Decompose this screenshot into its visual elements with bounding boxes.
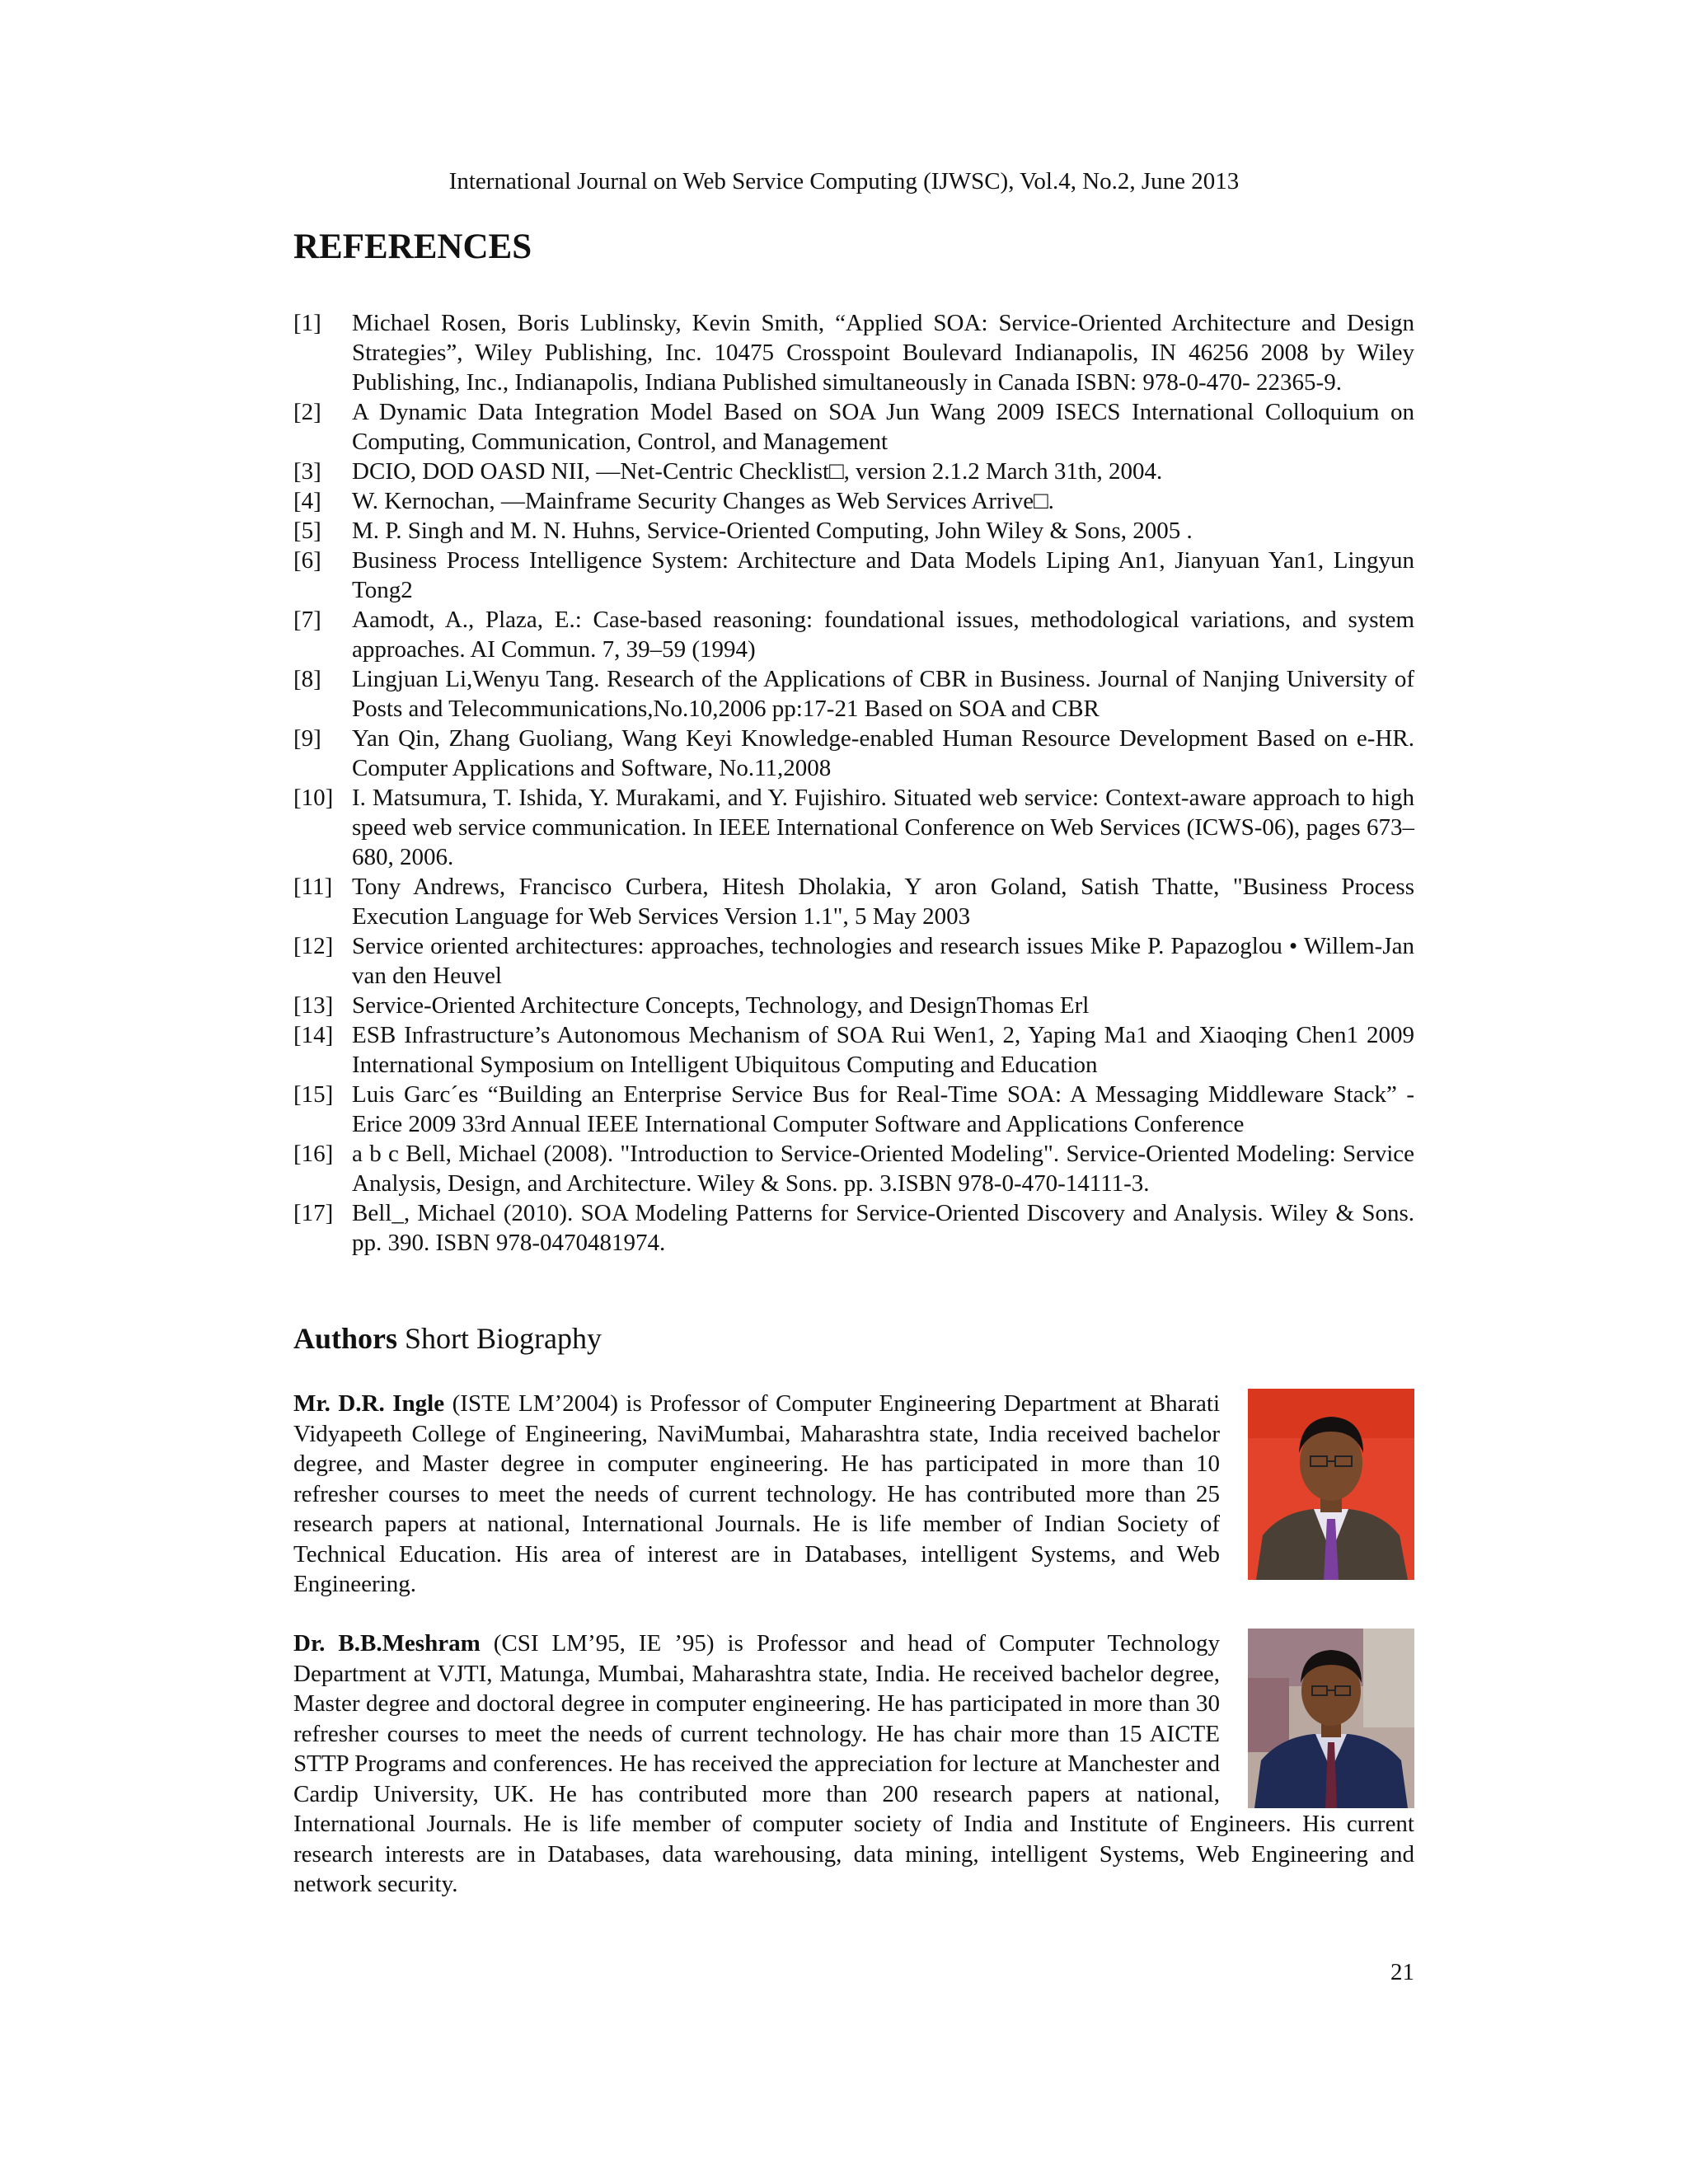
reference-number: [3] bbox=[293, 458, 321, 485]
reference-list bbox=[293, 308, 1414, 1258]
reference-number: [11] bbox=[293, 874, 333, 900]
reference-text: Bell_, Michael (2010). SOA Modeling Patterns for Service-Oriented Discovery and Analysis. Wiley & Sons. pp. 390. ISBN 978-0470481974. bbox=[352, 1200, 1414, 1256]
reference-number: [5] bbox=[293, 518, 321, 544]
biography-heading bbox=[293, 1319, 602, 1358]
reference-text: I. Matsumura, T. Ishida, Y. Murakami, and Y. Fujishiro. Situated web service: Context-aware approach to high speed web service communication. In IEEE International Conference on Web Services (ICWS-06), pages 673–680, 2006. bbox=[352, 785, 1414, 870]
reference-item bbox=[293, 1020, 1414, 1080]
author-name-ingle: Mr. D.R. Ingle bbox=[293, 1390, 445, 1417]
author-photo-ingle bbox=[1248, 1389, 1414, 1580]
reference-text: ESB Infrastructure’s Autonomous Mechanism of SOA Rui Wen1, 2, Yaping Ma1 and Xiaoqing Chen1 2009 International Symposium on Intelligent Ubiquitous Computing and Education bbox=[352, 1022, 1414, 1078]
reference-number: [9] bbox=[293, 725, 321, 752]
reference-item bbox=[293, 457, 1414, 486]
reference-item bbox=[293, 308, 1414, 397]
reference-text: Aamodt, A., Plaza, E.: Case-based reasoning: foundational issues, methodological variations, and system approaches. AI Commun. 7, 39–59 (1994) bbox=[352, 607, 1414, 663]
reference-item bbox=[293, 605, 1414, 664]
reference-item bbox=[293, 1198, 1414, 1258]
reference-item bbox=[293, 546, 1414, 605]
reference-number: [16] bbox=[293, 1141, 334, 1167]
reference-number: [14] bbox=[293, 1022, 334, 1048]
reference-item bbox=[293, 783, 1414, 872]
biography-heading-rest: Short Biography bbox=[397, 1322, 603, 1355]
reference-text: W. Kernochan, ―Mainframe Security Changes as Web Services Arrive□. bbox=[352, 488, 1054, 514]
author-text-ingle: (ISTE LM’2004) is Professor of Computer Engineering Department at Bharati Vidyapeeth College of Engineering, NaviMumbai, Maharashtra state, India received bachelor degree, and Master degree in computer engineering. He has participated in more than 10 refresher courses to meet the needs of current technology. He has contributed more than 25 research papers at national, International Journals. He is life member of Indian Society of Technical Education. His area of interest are in Databases, intelligent Systems, and Web Engineering. bbox=[293, 1390, 1221, 1597]
reference-number: [2] bbox=[293, 399, 321, 425]
reference-item bbox=[293, 516, 1414, 546]
reference-item bbox=[293, 872, 1414, 931]
reference-number: [6] bbox=[293, 547, 321, 574]
author-bio-ingle bbox=[293, 1389, 1414, 1600]
reference-item bbox=[293, 397, 1414, 457]
reference-number: [12] bbox=[293, 933, 334, 959]
author-text-meshram: (CSI LM’95, IE ’95) is Professor and head of Computer Technology Department at VJTI, Matunga, Mumbai, Maharashtra state, India. He received bachelor degree, Master degree and doctoral degree in computer engineering. He has participated in more than 30 refresher courses to meet the needs of current technology. He has chair more than 15 AICTE STTP Programs and conferences. He has received the appreciation for lecture at Manchester and Cardip University, UK. He has contributed more than 200 research papers at national, International Journals. He is life member of computer society of India and Institute of Engineers. His current research interests are in Databases, data warehousing, data mining, intelligent Systems, Web Engineering and network security. bbox=[293, 1630, 1414, 1897]
references-heading: REFERENCES bbox=[293, 227, 532, 266]
reference-item bbox=[293, 724, 1414, 783]
reference-item bbox=[293, 486, 1414, 516]
reference-number: [7] bbox=[293, 607, 321, 633]
reference-text: A Dynamic Data Integration Model Based on SOA Jun Wang 2009 ISECS International Colloquium on Computing, Communication, Control, and Management bbox=[352, 399, 1414, 455]
author-bio-meshram bbox=[293, 1629, 1414, 1900]
reference-number: [17] bbox=[293, 1200, 334, 1226]
reference-text: a b c Bell, Michael (2008). "Introduction to Service-Oriented Modeling". Service-Oriented Modeling: Service Analysis, Design, and Architecture. Wiley & Sons. pp. 3.ISBN 978-0-470-14111-3. bbox=[352, 1141, 1414, 1197]
reference-text: Service oriented architectures: approaches, technologies and research issues Mike P. Papazoglou • Willem-Jan van den Heuvel bbox=[352, 933, 1414, 989]
running-header: International Journal on Web Service Computing (IJWSC), Vol.4, No.2, June 2013 bbox=[448, 168, 1240, 194]
reference-number: [1] bbox=[293, 310, 321, 336]
biography-heading-bold: Authors bbox=[293, 1322, 398, 1355]
reference-item bbox=[293, 664, 1414, 724]
reference-number: [13] bbox=[293, 992, 334, 1019]
reference-item bbox=[293, 991, 1414, 1020]
reference-text: Yan Qin, Zhang Guoliang, Wang Keyi Knowledge-enabled Human Resource Development Based on e-HR. Computer Applications and Software, No.11,2008 bbox=[352, 725, 1414, 781]
reference-text: DCIO, DOD OASD NII, ―Net-Centric Checklist□, version 2.1.2 March 31th, 2004. bbox=[352, 458, 1163, 485]
reference-text: Tony Andrews, Francisco Curbera, Hitesh Dholakia, Y aron Goland, Satish Thatte, "Business Process Execution Language for Web Services Version 1.1", 5 May 2003 bbox=[352, 874, 1414, 930]
reference-text: Michael Rosen, Boris Lublinsky, Kevin Smith, “Applied SOA: Service-Oriented Architecture and Design Strategies”, Wiley Publishing, Inc. 10475 Crosspoint Boulevard Indianapolis, IN 46256 2008 by Wiley Publishing, Inc., Indianapolis, Indiana Published simultaneously in Canada ISBN: 978-0-470- 22365-9. bbox=[352, 310, 1414, 396]
reference-number: [4] bbox=[293, 488, 321, 514]
reference-number: [15] bbox=[293, 1081, 334, 1108]
reference-text: Service-Oriented Architecture Concepts, Technology, and DesignThomas Erl bbox=[352, 992, 1090, 1019]
author-photo-meshram bbox=[1248, 1629, 1414, 1808]
reference-item bbox=[293, 1139, 1414, 1198]
author-name-meshram: Dr. B.B.Meshram bbox=[293, 1630, 481, 1657]
reference-item bbox=[293, 931, 1414, 991]
reference-number: [8] bbox=[293, 666, 321, 692]
reference-text: Lingjuan Li,Wenyu Tang. Research of the Applications of CBR in Business. Journal of Nanjing University of Posts and Telecommunications,No.10,2006 pp:17-21 Based on SOA and CBR bbox=[352, 666, 1414, 722]
reference-text: M. P. Singh and M. N. Huhns, Service-Oriented Computing, John Wiley & Sons, 2005 . bbox=[352, 518, 1193, 544]
reference-text: Business Process Intelligence System: Architecture and Data Models Liping An1, Jianyuan Yan1, Lingyun Tong2 bbox=[352, 547, 1414, 603]
page-number: 21 bbox=[1390, 1959, 1414, 1985]
reference-number: [10] bbox=[293, 785, 334, 811]
reference-item bbox=[293, 1080, 1414, 1139]
reference-text: Luis Garc´es “Building an Enterprise Service Bus for Real-Time SOA: A Messaging Middleware Stack” -Erice 2009 33rd Annual IEEE International Computer Software and Applications Conference bbox=[352, 1081, 1414, 1137]
